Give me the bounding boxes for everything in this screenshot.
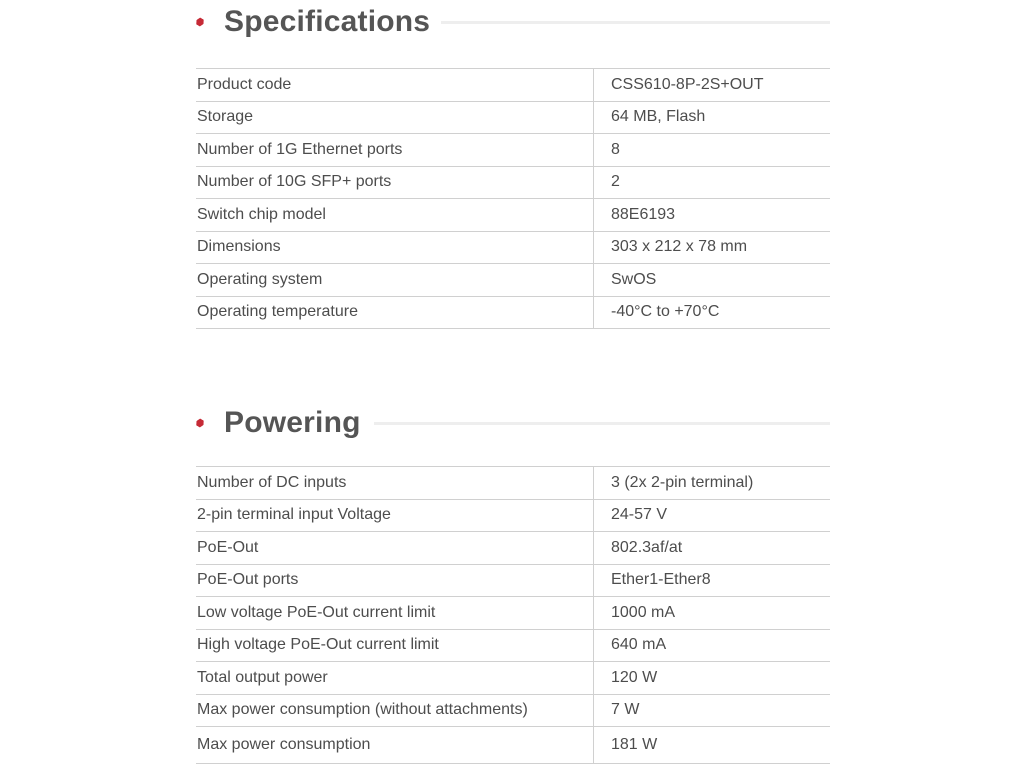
spec-label: Total output power	[196, 662, 594, 695]
spec-value: 24-57 V	[594, 499, 831, 532]
spec-value: CSS610-8P-2S+OUT	[594, 69, 831, 102]
table-row	[196, 166, 830, 199]
table-row	[196, 264, 830, 297]
table-row	[196, 101, 830, 134]
spec-value: 1000 mA	[594, 597, 831, 630]
spec-value: 8	[594, 134, 831, 167]
spec-label: Storage	[196, 101, 594, 134]
table-row	[196, 499, 830, 532]
table-row	[196, 467, 830, 500]
table-row	[196, 69, 830, 102]
spec-label: Operating temperature	[196, 296, 594, 329]
spec-value: 802.3af/at	[594, 532, 831, 565]
specifications-heading	[196, 4, 430, 40]
spec-value: 181 W	[594, 727, 831, 764]
spec-label: Dimensions	[196, 231, 594, 264]
powering-divider	[374, 422, 830, 425]
spec-label: High voltage PoE-Out current limit	[196, 629, 594, 662]
table-row	[196, 564, 830, 597]
spec-label: PoE-Out	[196, 532, 594, 565]
specifications-title: Specifications	[224, 5, 431, 38]
spec-value: 88E6193	[594, 199, 831, 232]
table-row	[196, 134, 830, 167]
hexagon-bullet-icon	[195, 17, 206, 28]
table-row	[196, 296, 830, 329]
spec-label: Max power consumption	[196, 727, 594, 764]
spec-label: Switch chip model	[196, 199, 594, 232]
spec-label: Number of 1G Ethernet ports	[196, 134, 594, 167]
spec-value: 64 MB, Flash	[594, 101, 831, 134]
table-row	[196, 694, 830, 727]
specifications-table	[196, 68, 830, 329]
spec-label: Low voltage PoE-Out current limit	[196, 597, 594, 630]
table-row	[196, 629, 830, 662]
table-row	[196, 199, 830, 232]
spec-value: 303 x 212 x 78 mm	[594, 231, 831, 264]
powering-heading	[196, 405, 361, 441]
spec-label: Max power consumption (without attachments)	[196, 694, 594, 727]
table-row	[196, 727, 830, 764]
spec-value: SwOS	[594, 264, 831, 297]
spec-label: 2-pin terminal input Voltage	[196, 499, 594, 532]
spec-value: 640 mA	[594, 629, 831, 662]
spec-label: Product code	[196, 69, 594, 102]
spec-value: 7 W	[594, 694, 831, 727]
specifications-divider	[441, 21, 830, 24]
spec-value: 3 (2x 2-pin terminal)	[594, 467, 831, 500]
spec-label: Operating system	[196, 264, 594, 297]
spec-label: Number of DC inputs	[196, 467, 594, 500]
spec-value: -40°C to +70°C	[594, 296, 831, 329]
hexagon-bullet-icon	[195, 418, 206, 429]
table-row	[196, 597, 830, 630]
spec-value: 120 W	[594, 662, 831, 695]
table-row	[196, 231, 830, 264]
powering-title: Powering	[224, 406, 361, 439]
table-row	[196, 532, 830, 565]
spec-label: PoE-Out ports	[196, 564, 594, 597]
powering-table	[196, 466, 830, 764]
spec-value: 2	[594, 166, 831, 199]
spec-value: Ether1-Ether8	[594, 564, 831, 597]
spec-label: Number of 10G SFP+ ports	[196, 166, 594, 199]
table-row	[196, 662, 830, 695]
